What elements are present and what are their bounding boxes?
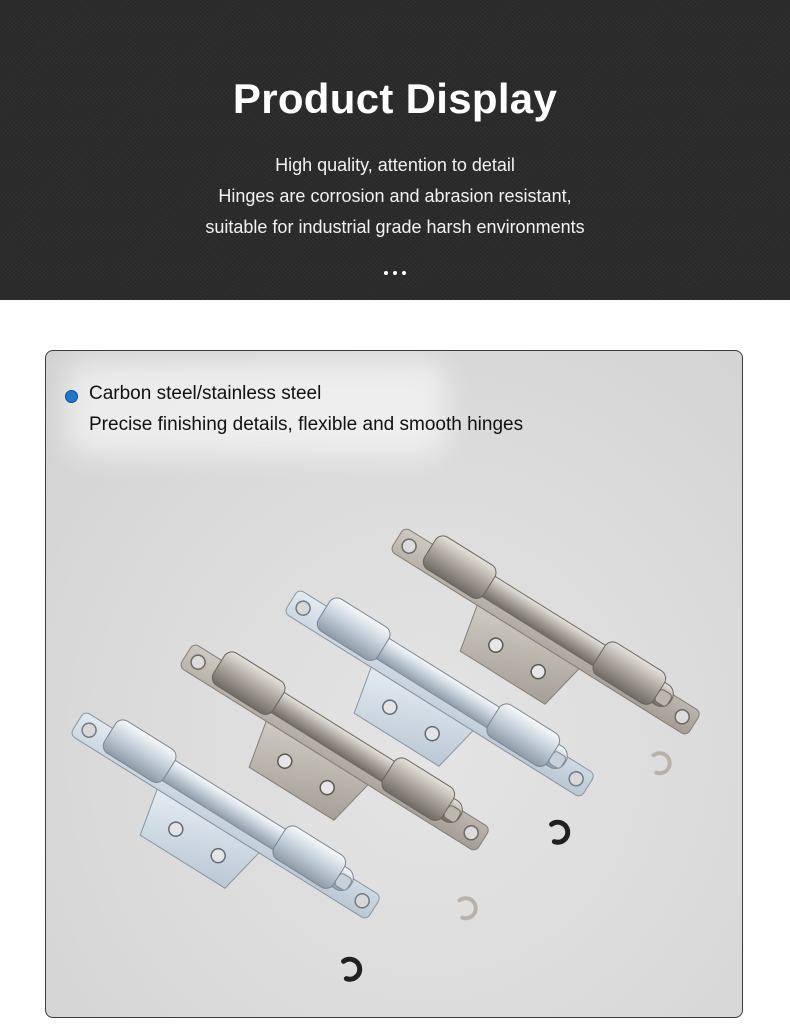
ellipsis-dots-icon	[0, 271, 790, 275]
hero-banner	[0, 0, 790, 300]
retaining-clip	[337, 955, 364, 982]
hero-line-1: High quality, attention to detail	[275, 155, 515, 175]
hero-line-2: Hinges are corrosion and abrasion resistant,	[218, 186, 572, 206]
retaining-clip	[545, 818, 572, 845]
retaining-clip	[647, 749, 674, 776]
feature-title: Carbon steel/stainless steel	[89, 383, 322, 404]
retaining-clip	[453, 894, 480, 921]
page-title: Product Display	[232, 75, 558, 122]
feature-description: Precise finishing details, flexible and smooth hinges	[89, 414, 524, 435]
hero-line-3: suitable for industrial grade harsh environments	[205, 217, 585, 237]
product-photo	[46, 351, 743, 1018]
product-card	[45, 350, 743, 1018]
